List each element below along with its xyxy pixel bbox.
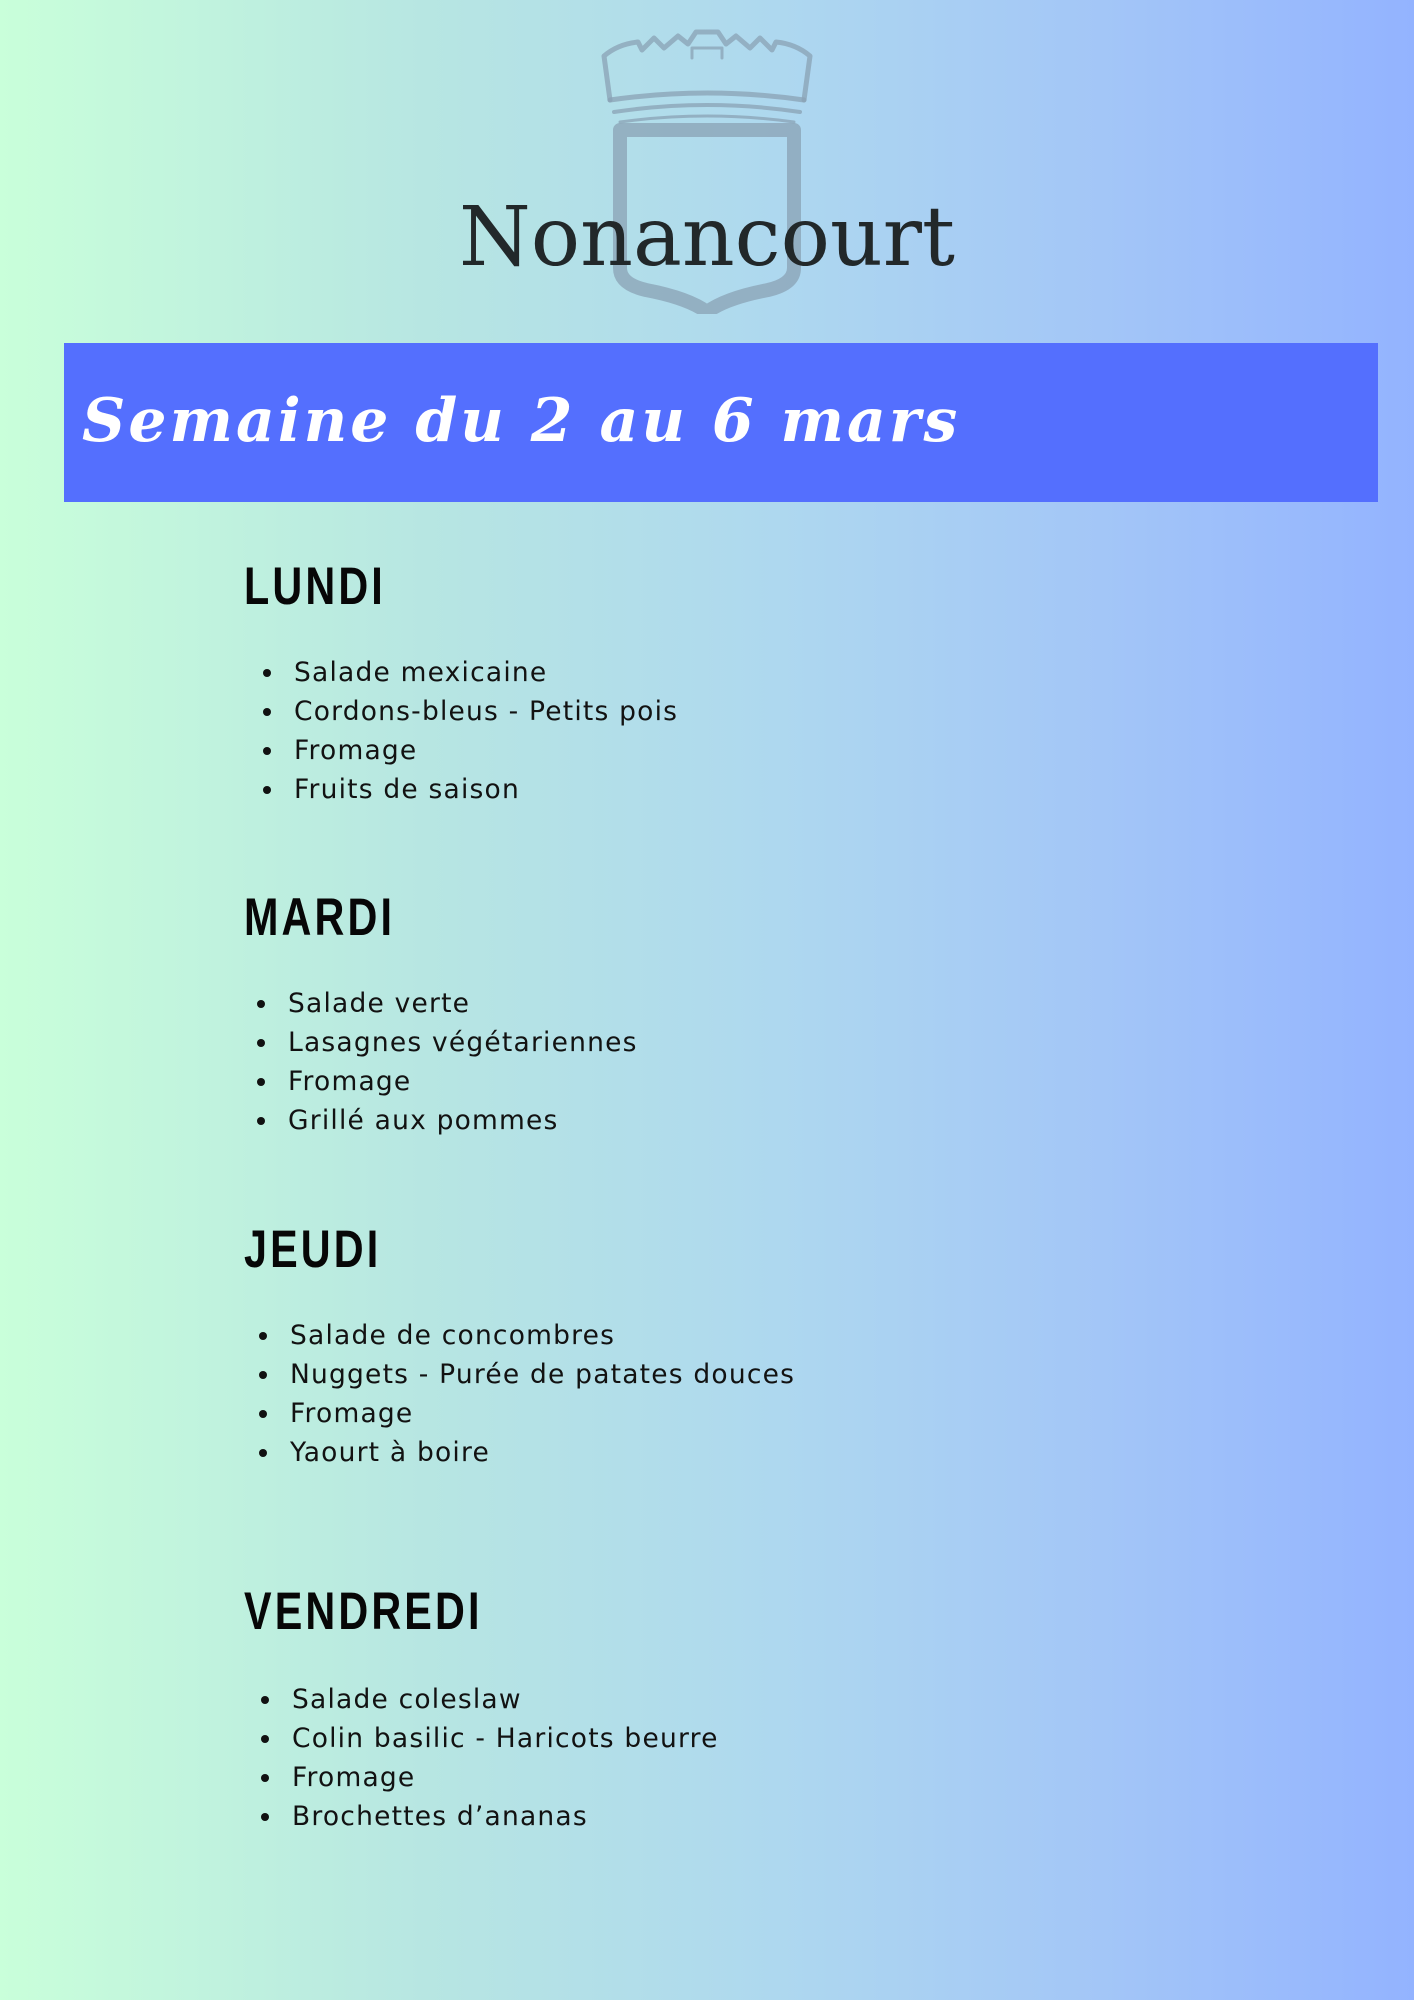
dish-item xyxy=(260,692,678,731)
dish-label: Grillé aux pommes xyxy=(288,1105,559,1136)
day-heading: JEUDI xyxy=(244,1220,382,1279)
day-section-jeudi xyxy=(244,1220,1144,1468)
dish-item xyxy=(254,1023,638,1062)
bullet-icon xyxy=(261,1774,269,1782)
dish-item xyxy=(256,1355,795,1394)
dish-item xyxy=(258,1680,719,1719)
dish-item xyxy=(258,1719,719,1758)
bullet-icon xyxy=(259,1371,267,1379)
week-banner xyxy=(64,343,1378,502)
dish-item xyxy=(254,1062,638,1101)
bullet-icon xyxy=(263,708,271,716)
dish-label: Nuggets - Purée de patates douces xyxy=(290,1359,796,1390)
bullet-icon xyxy=(257,1039,265,1047)
dish-label: Fruits de saison xyxy=(294,774,520,805)
dish-label: Fromage xyxy=(294,735,418,766)
day-section-mardi xyxy=(244,888,1144,1136)
dish-item xyxy=(256,1316,795,1355)
dish-label: Colin basilic - Haricots beurre xyxy=(292,1723,719,1754)
brand-name: Nonancourt xyxy=(459,190,955,285)
bullet-icon xyxy=(261,1813,269,1821)
bullet-icon xyxy=(259,1332,267,1340)
dish-list xyxy=(256,1316,795,1472)
dish-label: Lasagnes végétariennes xyxy=(288,1027,638,1058)
dish-label: Brochettes d’ananas xyxy=(292,1801,588,1832)
dish-label: Fromage xyxy=(288,1066,412,1097)
bullet-icon xyxy=(263,786,271,794)
dish-list xyxy=(254,984,638,1140)
day-heading: VENDREDI xyxy=(244,1582,483,1641)
dish-label: Cordons-bleus - Petits pois xyxy=(294,696,679,727)
dish-label: Salade verte xyxy=(288,988,471,1019)
dish-item xyxy=(254,984,638,1023)
day-heading: MARDI xyxy=(244,888,396,947)
dish-list xyxy=(260,653,678,809)
dish-list xyxy=(258,1680,719,1836)
dish-item xyxy=(260,770,678,809)
bullet-icon xyxy=(257,1078,265,1086)
day-section-lundi xyxy=(244,557,1144,805)
bullet-icon xyxy=(257,1000,265,1008)
bullet-icon xyxy=(263,747,271,755)
dish-label: Fromage xyxy=(290,1398,414,1429)
bullet-icon xyxy=(263,669,271,677)
dish-label: Salade coleslaw xyxy=(292,1684,522,1715)
dish-item xyxy=(258,1797,719,1836)
dish-item xyxy=(258,1758,719,1797)
bullet-icon xyxy=(259,1449,267,1457)
bullet-icon xyxy=(259,1410,267,1418)
bullet-icon xyxy=(261,1735,269,1743)
dish-item xyxy=(260,653,678,692)
dish-label: Salade de concombres xyxy=(290,1320,616,1351)
dish-item xyxy=(254,1101,638,1140)
dish-item xyxy=(256,1394,795,1433)
day-heading: LUNDI xyxy=(244,557,386,616)
day-section-vendredi xyxy=(244,1582,1144,1832)
dish-item xyxy=(260,731,678,770)
dish-label: Salade mexicaine xyxy=(294,657,548,688)
week-title: Semaine du 2 au 6 mars xyxy=(82,386,961,456)
dish-label: Fromage xyxy=(292,1762,416,1793)
dish-item xyxy=(256,1433,795,1472)
bullet-icon xyxy=(261,1696,269,1704)
bullet-icon xyxy=(257,1117,265,1125)
dish-label: Yaourt à boire xyxy=(290,1437,490,1468)
